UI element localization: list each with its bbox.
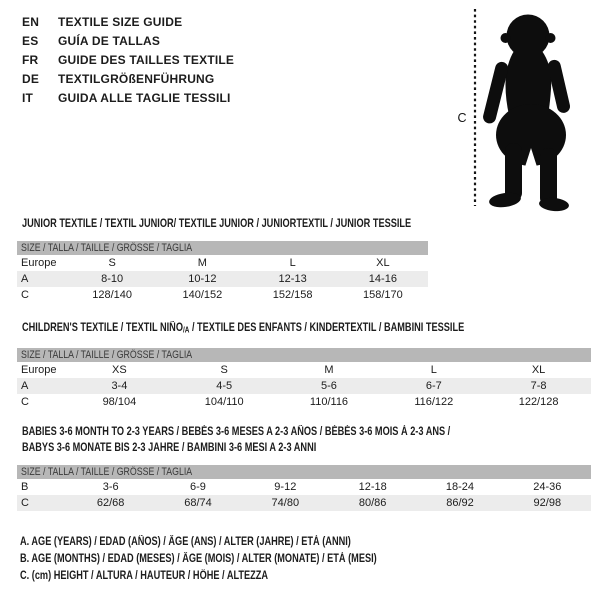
size-table bbox=[17, 362, 591, 410]
table-title bbox=[17, 216, 428, 232]
table-cell: 4-5 bbox=[216, 379, 233, 392]
language-guide-title: GUÍA DE TALLAS bbox=[58, 34, 161, 48]
row-label: A bbox=[21, 273, 29, 285]
table-cell: L bbox=[430, 363, 437, 376]
table-row bbox=[17, 394, 591, 410]
table-cell: S bbox=[108, 257, 116, 269]
title-segment: /A bbox=[182, 325, 190, 335]
table-cell: M bbox=[324, 363, 334, 376]
title-segment: / TEXTILE DES ENFANTS / KINDERTEXTIL / BAMBINI TESSILE bbox=[189, 322, 465, 334]
language-code: ES bbox=[22, 34, 39, 48]
row-label: C bbox=[21, 497, 29, 509]
table-cell: 104/110 bbox=[204, 395, 244, 408]
table-cell: 12-18 bbox=[358, 481, 387, 493]
title-segment: CHILDREN'S TEXTILE / TEXTIL NIÑO bbox=[22, 322, 183, 334]
size-header-band bbox=[17, 465, 591, 479]
legend-text: B. AGE (MONTHS) / EDAD (MESES) / ÂGE (MOIS) / ALTER (MONATE) / ETÀ (MESI) bbox=[20, 553, 377, 565]
table-cell: 86/92 bbox=[446, 497, 474, 509]
language-guide-title: TEXTILE SIZE GUIDE bbox=[58, 15, 183, 29]
table-cell: 14-16 bbox=[368, 273, 397, 285]
language-code: IT bbox=[22, 91, 34, 105]
baby-silhouette-figure bbox=[435, 5, 595, 215]
table-row bbox=[17, 495, 591, 511]
table-cell: 10-12 bbox=[188, 273, 217, 285]
table-cell: 158/170 bbox=[362, 289, 403, 301]
size-header-text: SIZE / TALLA / TAILLE / GRÖSSE / TAGLIA bbox=[21, 242, 193, 254]
table-cell: 62/68 bbox=[96, 497, 125, 509]
legend-line bbox=[20, 534, 466, 551]
table-cell: 6-7 bbox=[425, 379, 442, 392]
row-label: Europe bbox=[21, 257, 57, 269]
size-table bbox=[17, 479, 591, 511]
table-cell: 6-9 bbox=[190, 481, 206, 493]
table-cell: 128/140 bbox=[92, 289, 132, 301]
language-code: FR bbox=[22, 53, 39, 67]
table-cell: 18-24 bbox=[445, 481, 475, 493]
row-label: B bbox=[21, 481, 29, 493]
language-row bbox=[22, 89, 234, 108]
table-cell: 110/116 bbox=[309, 395, 349, 408]
table-cell: 140/152 bbox=[182, 289, 223, 301]
table-cell: 98/104 bbox=[102, 395, 137, 408]
height-label: C bbox=[457, 111, 467, 125]
table-cell: 92/98 bbox=[533, 497, 562, 509]
language-row bbox=[22, 51, 234, 70]
size-header-text: SIZE / TALLA / TAILLE / GRÖSSE / TAGLIA bbox=[21, 466, 193, 478]
language-row bbox=[22, 13, 234, 32]
table-cell: 116/122 bbox=[414, 395, 454, 408]
row-label: C bbox=[21, 395, 29, 408]
table-row bbox=[17, 287, 428, 303]
size-header-band bbox=[17, 241, 428, 255]
legend bbox=[17, 534, 466, 585]
table-cell: 8-10 bbox=[101, 273, 124, 285]
table-title bbox=[17, 320, 591, 339]
table-cell: L bbox=[289, 257, 296, 269]
size-header-band bbox=[17, 348, 591, 362]
language-guide-title: GUIDE DES TAILLES TEXTILE bbox=[58, 53, 235, 67]
childrens-textile-section bbox=[17, 320, 591, 410]
legend-text: A. AGE (YEARS) / EDAD (AÑOS) / ÂGE (ANS) / ALTER (JAHRE) / ETÀ (ANNI) bbox=[20, 536, 351, 548]
table-cell: M bbox=[197, 257, 207, 269]
title-segment: BABIES 3-6 MONTH TO 2-3 YEARS / BEBÉS 3-6 MESES A 2-3 AÑOS / BÉBÉS 3-6 MOIS À 2-3 ANS / bbox=[22, 426, 451, 438]
language-row bbox=[22, 32, 234, 51]
size-table bbox=[17, 255, 428, 303]
table-cell: 9-12 bbox=[274, 481, 297, 493]
baby-silhouette bbox=[482, 15, 572, 213]
language-code: EN bbox=[22, 15, 40, 29]
table-cell: 74/80 bbox=[271, 497, 300, 509]
row-label: A bbox=[21, 379, 29, 392]
table-row bbox=[17, 479, 591, 495]
table-cell: 152/158 bbox=[272, 289, 313, 301]
title-segment: JUNIOR TEXTILE / TEXTIL JUNIOR/ TEXTILE JUNIOR / JUNIORTEXTIL / JUNIOR TESSILE bbox=[22, 218, 412, 230]
language-header bbox=[22, 13, 234, 108]
table-cell: 3-6 bbox=[102, 481, 119, 493]
table-cell: S bbox=[220, 363, 228, 376]
junior-textile-section bbox=[17, 216, 428, 303]
table-cell: XL bbox=[531, 363, 546, 376]
babies-textile-section bbox=[17, 424, 591, 511]
table-cell: 122/128 bbox=[518, 395, 559, 408]
legend-line bbox=[20, 568, 466, 585]
table-row bbox=[17, 362, 591, 378]
table-cell: XL bbox=[376, 257, 390, 269]
table-cell: 80/86 bbox=[358, 497, 387, 509]
table-cell: 3-4 bbox=[111, 379, 128, 392]
language-guide-title: GUIDA ALLE TAGLIE TESSILI bbox=[58, 91, 231, 105]
table-cell: XS bbox=[112, 363, 127, 376]
row-label: Europe bbox=[21, 363, 57, 376]
row-label: C bbox=[21, 289, 29, 301]
table-row bbox=[17, 255, 428, 271]
language-code: DE bbox=[22, 72, 40, 86]
language-row bbox=[22, 70, 234, 89]
table-row bbox=[17, 378, 591, 394]
table-row bbox=[17, 271, 428, 287]
title-segment: BABYS 3-6 MONATE BIS 2-3 JAHRE / BAMBINI 3-6 MESI A 2-3 ANNI bbox=[22, 442, 317, 454]
table-cell: 68/74 bbox=[184, 497, 212, 509]
legend-text: C. (cm) HEIGHT / ALTURA / HAUTEUR / HÖHE / ALTEZZA bbox=[20, 570, 269, 582]
size-header-text: SIZE / TALLA / TAILLE / GRÖSSE / TAGLIA bbox=[21, 348, 193, 361]
table-cell: 7-8 bbox=[530, 379, 547, 392]
legend-line bbox=[20, 551, 466, 568]
table-title bbox=[17, 424, 591, 456]
language-guide-title: TEXTILGRÖßENFÜHRUNG bbox=[58, 72, 215, 86]
table-cell: 12-13 bbox=[278, 273, 307, 285]
table-cell: 24-36 bbox=[533, 481, 562, 493]
table-cell: 5-6 bbox=[321, 379, 337, 392]
